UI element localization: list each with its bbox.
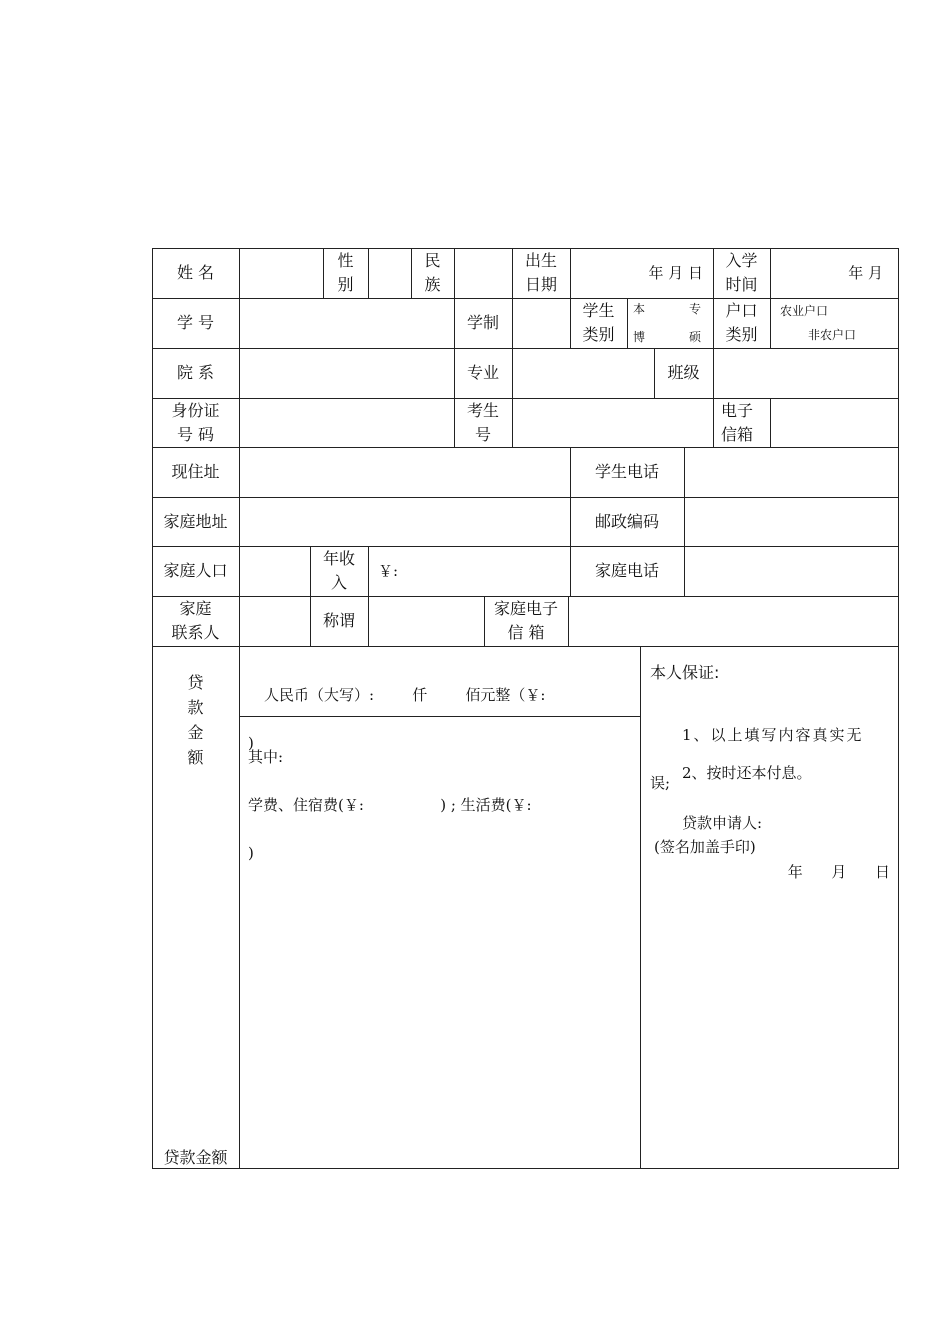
program-length-field[interactable] bbox=[512, 298, 570, 348]
id-number-field[interactable] bbox=[239, 398, 454, 447]
major-field[interactable] bbox=[512, 348, 654, 398]
gender-label: 性 别 bbox=[337, 251, 354, 294]
postcode-label: 邮政编码 bbox=[594, 511, 659, 531]
hukou-type-label: 户口 类别 bbox=[725, 301, 758, 344]
home-address-field[interactable] bbox=[239, 497, 570, 546]
major-label: 专业 bbox=[466, 363, 499, 382]
postcode-field[interactable] bbox=[684, 497, 899, 546]
home-phone-label: 家庭电话 bbox=[594, 561, 659, 580]
gender-field[interactable] bbox=[368, 248, 411, 298]
home-address-label: 家庭地址 bbox=[163, 511, 228, 531]
guarantee-item-1-end: 误; bbox=[650, 774, 671, 792]
id-number-label: 身份证 号 码 bbox=[171, 400, 220, 444]
current-address-label: 现住址 bbox=[171, 462, 220, 481]
ethnicity-label: 民 族 bbox=[424, 251, 441, 294]
student-type-undergrad[interactable]: 本 bbox=[633, 302, 646, 316]
applicant-label: 贷款申请人: bbox=[682, 814, 763, 832]
relationship-label: 称谓 bbox=[322, 611, 355, 630]
col-divider bbox=[239, 646, 240, 1169]
family-size-label: 家庭人口 bbox=[163, 561, 228, 580]
student-type-masters[interactable]: 硕 bbox=[688, 330, 701, 344]
hukou-non-agricultural[interactable]: 非农户口 bbox=[808, 328, 857, 342]
family-contact-field[interactable] bbox=[239, 596, 310, 646]
student-no-label: 学 号 bbox=[176, 313, 215, 332]
student-type-label: 学生 类别 bbox=[582, 301, 615, 344]
signature-note: (签名加盖手印) bbox=[654, 838, 756, 856]
program-length-label: 学制 bbox=[466, 313, 499, 332]
row-divider bbox=[152, 646, 899, 647]
loan-breakdown-close: ) bbox=[248, 844, 254, 862]
loan-breakdown-title: 其中: bbox=[248, 748, 284, 766]
enrollment-date-field[interactable]: 年 月 bbox=[848, 264, 883, 282]
annual-income-label: 年收 入 bbox=[322, 549, 355, 592]
home-phone-field[interactable] bbox=[684, 546, 899, 596]
student-type-doctoral[interactable]: 博 bbox=[633, 330, 646, 344]
student-phone-label: 学生电话 bbox=[594, 462, 659, 481]
enrollment-date-label: 入学 时间 bbox=[725, 251, 758, 294]
exam-no-field[interactable] bbox=[512, 398, 713, 447]
guarantee-item-1-line: 1、以上填写内容真实无 bbox=[682, 726, 864, 744]
annual-income-field[interactable]: ￥: bbox=[378, 562, 399, 580]
ethnicity-field[interactable] bbox=[454, 248, 512, 298]
loan-amount-side-label: 贷 款 金 额 bbox=[187, 673, 204, 767]
loan-breakdown-line: 学费、住宿费(￥: ) ; 生活费(￥: bbox=[248, 796, 532, 814]
relationship-field[interactable] bbox=[368, 596, 484, 646]
family-contact-label: 家庭 联系人 bbox=[171, 599, 220, 642]
guarantee-title: 本人保证: bbox=[650, 663, 720, 682]
student-type-junior-college[interactable]: 专 bbox=[688, 302, 701, 316]
loan-amount-line: 人民币（大写）: 仟 佰元整（￥: bbox=[264, 686, 546, 704]
department-field[interactable] bbox=[239, 348, 454, 398]
loan-breakdown-field[interactable] bbox=[248, 721, 632, 889]
name-label: 姓 名 bbox=[176, 263, 215, 282]
family-email-field[interactable] bbox=[568, 596, 899, 646]
loan-amount-bottom-label: 贷款金额 bbox=[163, 1148, 228, 1167]
name-field[interactable] bbox=[239, 248, 323, 298]
guarantee-item-1 bbox=[650, 699, 892, 819]
application-date[interactable]: 年 月 日 bbox=[787, 863, 890, 881]
department-label: 院 系 bbox=[176, 363, 215, 382]
student-no-field[interactable] bbox=[239, 298, 454, 348]
family-size-field[interactable] bbox=[239, 546, 310, 596]
col-divider bbox=[640, 646, 641, 1169]
student-phone-field[interactable] bbox=[684, 447, 899, 497]
guarantee-item-2: 2、按时还本付息。 bbox=[682, 764, 812, 782]
birth-date-label: 出生 日期 bbox=[524, 251, 557, 294]
current-address-field[interactable] bbox=[239, 447, 570, 497]
email-label: 电子 信箱 bbox=[721, 400, 754, 444]
family-email-label: 家庭电子 信 箱 bbox=[493, 599, 558, 642]
email-field[interactable] bbox=[770, 398, 899, 447]
hukou-type-options bbox=[770, 298, 899, 348]
class-label: 班级 bbox=[667, 363, 700, 382]
class-field[interactable] bbox=[713, 348, 899, 398]
loan-amount-close: ) bbox=[248, 734, 254, 752]
birth-date-field[interactable]: 年 月 日 bbox=[648, 264, 703, 282]
exam-no-label: 考生 号 bbox=[466, 400, 499, 444]
student-type-options bbox=[627, 298, 713, 348]
hukou-agricultural[interactable]: 农业户口 bbox=[780, 304, 829, 318]
